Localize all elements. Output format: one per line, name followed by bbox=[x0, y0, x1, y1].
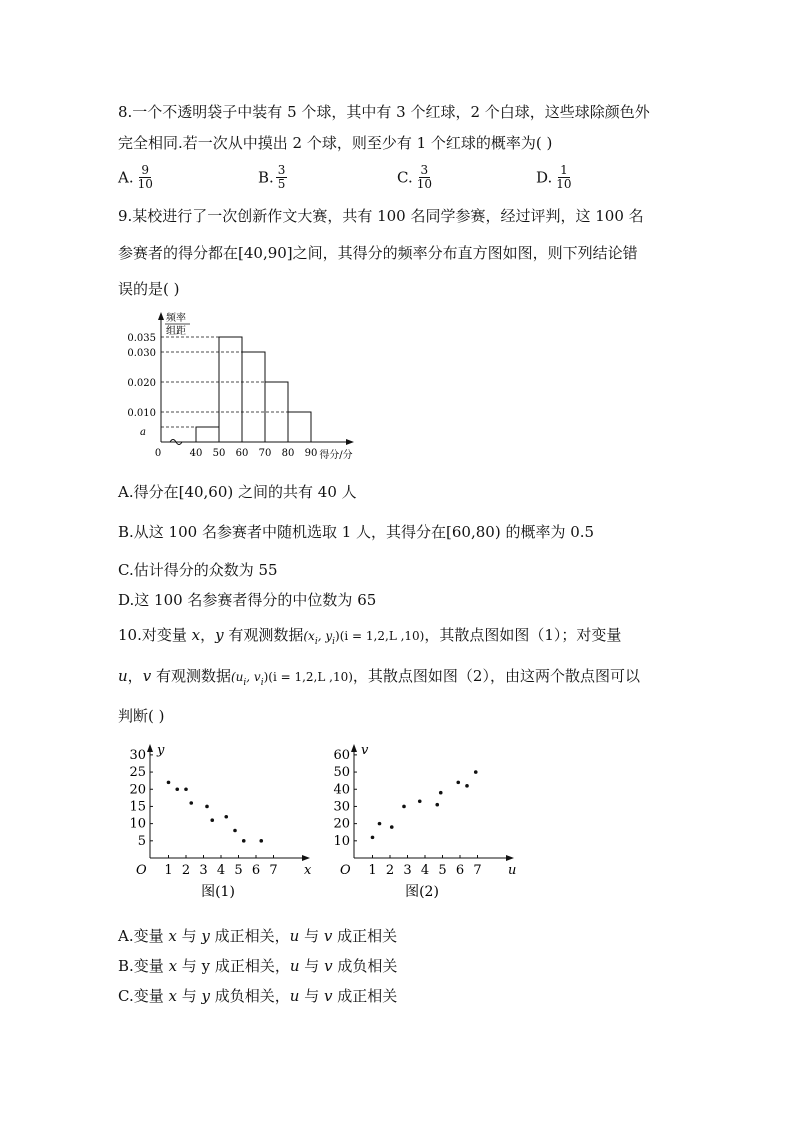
bar-60-70 bbox=[242, 352, 265, 442]
q8-line2: 完全相同.若一次从中摸出 2 个球，则至少有 1 个红球的概率为( ) bbox=[118, 134, 553, 152]
q10-l2-f: i bbox=[243, 678, 247, 688]
q8-option-d-fraction bbox=[554, 164, 573, 191]
bar-50-60 bbox=[219, 337, 242, 442]
bar-80-90 bbox=[288, 412, 311, 442]
q10-l2-e: (u bbox=[230, 670, 244, 684]
q10-ob-d: y bbox=[201, 957, 211, 975]
q10-oa-e: 成正相关， bbox=[209, 927, 290, 945]
scatter2-x-tick-label-1: 1 bbox=[368, 863, 377, 878]
x-axis-arrow bbox=[346, 439, 354, 445]
q10-oa-f: u bbox=[289, 927, 300, 945]
q10-l2-i: )(i = 1,2,L ,10) bbox=[263, 670, 353, 684]
scatter-plot-2 bbox=[330, 740, 525, 905]
q10-oc-h: v bbox=[323, 987, 333, 1005]
scatter2-origin: O bbox=[340, 863, 351, 878]
q10-l2-c: v bbox=[142, 667, 152, 685]
scatter2-y-tick-label-60: 60 bbox=[333, 747, 350, 763]
scatter-plot-1 bbox=[126, 740, 321, 905]
scatter2-point-8 bbox=[456, 781, 460, 785]
y-tick-label-0: 0.035 bbox=[127, 333, 156, 344]
q8-option-a bbox=[118, 164, 155, 191]
scatter2-point-2 bbox=[378, 822, 382, 826]
q10-oc-d: y bbox=[201, 987, 210, 1005]
scatter1-y-arrow bbox=[147, 744, 153, 752]
ylabel-bottom: 组距 bbox=[166, 326, 186, 337]
x-tick-label-3: 60 bbox=[235, 448, 249, 459]
y-axis-arrow bbox=[158, 312, 164, 320]
q10-l1-a: 10.对变量 bbox=[118, 626, 192, 644]
q10-oc-b: x bbox=[168, 987, 177, 1005]
q9-line2: 参赛者的得分都在[40,90]之间，其得分的频率分布直方图如图，则下列结论错 bbox=[118, 244, 638, 262]
q10-ob-f: u bbox=[289, 957, 300, 975]
scatter2-caption: 图(2) bbox=[405, 884, 439, 900]
q8-option-b-fraction bbox=[276, 164, 288, 191]
q10-l1-c: ， bbox=[200, 626, 216, 644]
q8-option-c bbox=[397, 164, 434, 191]
scatter1-x-tick-label-1: 1 bbox=[164, 863, 173, 878]
q10-oa-b: x bbox=[168, 927, 177, 945]
q10-ob-h: v bbox=[324, 957, 333, 975]
x-tick-label-0: 0 bbox=[154, 448, 162, 459]
scatter2-point-3 bbox=[390, 825, 394, 829]
q10-oa-i: 成正相关 bbox=[332, 927, 398, 945]
scatter1-x-tick-label-4: 4 bbox=[216, 863, 226, 878]
q9-option-b: B.从这 100 名参赛者中随机选取 1 人，其得分在[60,80) 的概率为 0.5 bbox=[118, 523, 595, 541]
y-tick-label-1: 0.030 bbox=[127, 348, 156, 359]
y-tick-label-2: 0.020 bbox=[127, 378, 156, 389]
scatter1-x-tick-label-7: 7 bbox=[269, 863, 278, 878]
q8-option-b-den: 5 bbox=[277, 177, 286, 191]
q10-oa-g: 与 bbox=[299, 927, 324, 945]
scatter2-x-tick-label-6: 6 bbox=[455, 863, 465, 878]
q8-option-d-label: D. bbox=[536, 168, 553, 187]
q10-l1-i: i bbox=[332, 637, 336, 647]
x-tick-label-2: 50 bbox=[212, 448, 226, 459]
q8-option-a-label: A. bbox=[118, 168, 134, 187]
q8-option-c-label: C. bbox=[397, 168, 413, 187]
q9-line1: 9.某校进行了一次创新作文大赛，共有 100 名同学参赛，经过评判，这 100 名 bbox=[118, 207, 644, 225]
scatter2-x-tick-label-7: 7 bbox=[473, 863, 482, 878]
scatter2-xlabel: u bbox=[508, 863, 517, 878]
q8-option-d-num: 1 bbox=[560, 163, 568, 177]
q8-option-c-fraction bbox=[415, 164, 434, 191]
q10-l2-h: i bbox=[260, 678, 264, 688]
scatter1-caption: 图(1) bbox=[201, 884, 235, 900]
scatter1-point-10 bbox=[259, 839, 263, 843]
q10-l1-d: y bbox=[215, 626, 224, 644]
scatter2-y-tick-label-20: 20 bbox=[333, 816, 350, 832]
q10-line2 bbox=[118, 665, 640, 694]
q10-oa-h: v bbox=[323, 927, 333, 945]
q9-option-a: A.得分在[40,60) 之间的共有 40 人 bbox=[118, 483, 357, 501]
q8-option-b-num: 3 bbox=[277, 163, 286, 177]
q10-l1-k: ，其散点图如图（1）；对变量 bbox=[424, 626, 622, 644]
q10-l2-j: ，其散点图如图（2），由这两个散点图可以 bbox=[352, 667, 640, 685]
scatter2-point-6 bbox=[435, 803, 439, 807]
scatter1-point-2 bbox=[175, 787, 179, 791]
scatter1-y-tick-label-15: 15 bbox=[129, 799, 146, 815]
scatter2-point-1 bbox=[371, 836, 375, 840]
q9-option-d: D.这 100 名参赛者得分的中位数为 65 bbox=[118, 591, 377, 609]
q9-line3: 误的是( ) bbox=[118, 280, 180, 298]
scatter1-y-tick-label-25: 25 bbox=[129, 765, 146, 781]
q10-ob-b: x bbox=[168, 957, 178, 975]
ylabel-top: 频率 bbox=[166, 313, 186, 324]
scatter1-point-9 bbox=[242, 839, 246, 843]
q8-option-a-fraction bbox=[136, 164, 155, 191]
scatter1-point-8 bbox=[233, 829, 237, 833]
q10-l1-j: )(i = 1,2,L ,10) bbox=[335, 629, 425, 643]
scatter2-point-10 bbox=[474, 770, 478, 774]
q10-oc-g: 与 bbox=[299, 987, 324, 1005]
x-tick-label-6: 90 bbox=[304, 448, 318, 459]
q10-oc-f: u bbox=[289, 987, 300, 1005]
q8-option-a-num: 9 bbox=[141, 163, 150, 177]
q10-option-a bbox=[118, 925, 397, 947]
q8-line1: 8.一个不透明袋子中装有 5 个球，其中有 3 个红球，2 个白球，这些球除颜色外 bbox=[118, 103, 650, 121]
q10-l2-a: u bbox=[118, 667, 128, 685]
q10-l1-f: (x bbox=[303, 629, 315, 643]
scatter1-x-tick-label-6: 6 bbox=[251, 863, 261, 878]
q10-oc-e: 成负相关， bbox=[209, 987, 290, 1005]
x-axis-label: 得分/分 bbox=[319, 450, 353, 461]
q10-oa-a: A.变量 bbox=[118, 927, 169, 945]
q10-l2-g: , v bbox=[246, 670, 261, 684]
scatter2-point-5 bbox=[418, 799, 422, 803]
frequency-histogram bbox=[118, 308, 368, 470]
q8-option-a-den: 10 bbox=[137, 177, 153, 191]
scatter2-x-tick-label-3: 3 bbox=[403, 863, 412, 878]
q10-ob-i: 成负相关 bbox=[332, 957, 398, 975]
scatter1-point-4 bbox=[189, 801, 193, 805]
scatter2-point-7 bbox=[439, 791, 443, 795]
q10-oc-c: 与 bbox=[176, 987, 202, 1005]
scatter1-y-tick-label-5: 5 bbox=[137, 833, 146, 849]
scatter2-point-4 bbox=[402, 805, 406, 809]
q10-l1-e: 有观测数据 bbox=[223, 626, 304, 644]
q10-oc-i: 成正相关 bbox=[332, 987, 398, 1005]
scatter1-point-6 bbox=[210, 818, 214, 822]
scatter1-ylabel: y bbox=[157, 743, 165, 758]
scatter2-x-tick-label-4: 4 bbox=[420, 863, 430, 878]
scatter2-point-9 bbox=[465, 784, 469, 788]
scatter1-origin: O bbox=[136, 863, 147, 878]
scatter2-x-tick-label-2: 2 bbox=[385, 863, 395, 878]
q8-option-b-label: B. bbox=[258, 168, 274, 187]
scatter1-x-tick-label-2: 2 bbox=[181, 863, 191, 878]
scatter1-y-tick-label-20: 20 bbox=[129, 782, 146, 798]
scatter2-y-tick-label-30: 30 bbox=[333, 799, 350, 815]
y-tick-label-4: a bbox=[140, 427, 146, 438]
x-tick-label-5: 80 bbox=[281, 448, 295, 459]
q10-line3: 判断( ) bbox=[118, 707, 165, 725]
q10-l2-b: ， bbox=[127, 667, 143, 685]
scatter1-point-1 bbox=[167, 781, 171, 785]
q10-l2-d: 有观测数据 bbox=[151, 667, 231, 685]
q10-option-b bbox=[118, 955, 397, 977]
q10-ob-a: B.变量 bbox=[118, 957, 169, 975]
scatter1-point-7 bbox=[224, 815, 228, 819]
q9-option-c: C.估计得分的众数为 55 bbox=[118, 561, 278, 579]
q10-oc-a: C.变量 bbox=[118, 987, 169, 1005]
scatter1-point-3 bbox=[184, 787, 188, 791]
q8-option-b bbox=[258, 164, 287, 191]
q8-option-d bbox=[536, 164, 574, 191]
bar-40-50 bbox=[196, 427, 219, 442]
scatter1-y-tick-label-10: 10 bbox=[129, 816, 146, 832]
scatter1-point-5 bbox=[205, 805, 209, 809]
x-tick-label-1: 40 bbox=[189, 448, 203, 459]
q10-l1-g: i bbox=[314, 637, 318, 647]
q10-line1 bbox=[118, 624, 621, 653]
scatter1-y-tick-label-30: 30 bbox=[129, 747, 146, 763]
scatter1-x-arrow bbox=[302, 855, 310, 861]
q10-ob-e: 成正相关， bbox=[210, 957, 290, 975]
x-tick-label-4: 70 bbox=[258, 448, 272, 459]
q10-oa-d: y bbox=[201, 927, 210, 945]
scatter2-x-arrow bbox=[506, 855, 514, 861]
q10-ob-c: 与 bbox=[177, 957, 202, 975]
q10-oa-c: 与 bbox=[176, 927, 202, 945]
q10-l1-b: x bbox=[191, 626, 201, 644]
q10-option-c bbox=[118, 985, 397, 1007]
q8-option-c-num: 3 bbox=[420, 163, 429, 177]
scatter1-x-tick-label-3: 3 bbox=[199, 863, 208, 878]
scatter1-x-tick-label-5: 5 bbox=[234, 863, 243, 878]
q10-ob-g: 与 bbox=[299, 957, 325, 975]
q8-option-d-den: 10 bbox=[556, 177, 572, 191]
scatter2-y-tick-label-40: 40 bbox=[333, 782, 350, 798]
y-tick-label-3: 0.010 bbox=[127, 408, 156, 419]
q8-option-c-den: 10 bbox=[416, 177, 432, 191]
scatter2-y-tick-label-10: 10 bbox=[333, 833, 350, 849]
scatter2-y-tick-label-50: 50 bbox=[333, 765, 350, 781]
scatter2-ylabel: v bbox=[361, 743, 369, 758]
q10-l1-h: , y bbox=[317, 629, 333, 643]
scatter2-y-arrow bbox=[351, 744, 357, 752]
scatter1-xlabel: x bbox=[304, 863, 312, 878]
scatter2-x-tick-label-5: 5 bbox=[438, 863, 447, 878]
